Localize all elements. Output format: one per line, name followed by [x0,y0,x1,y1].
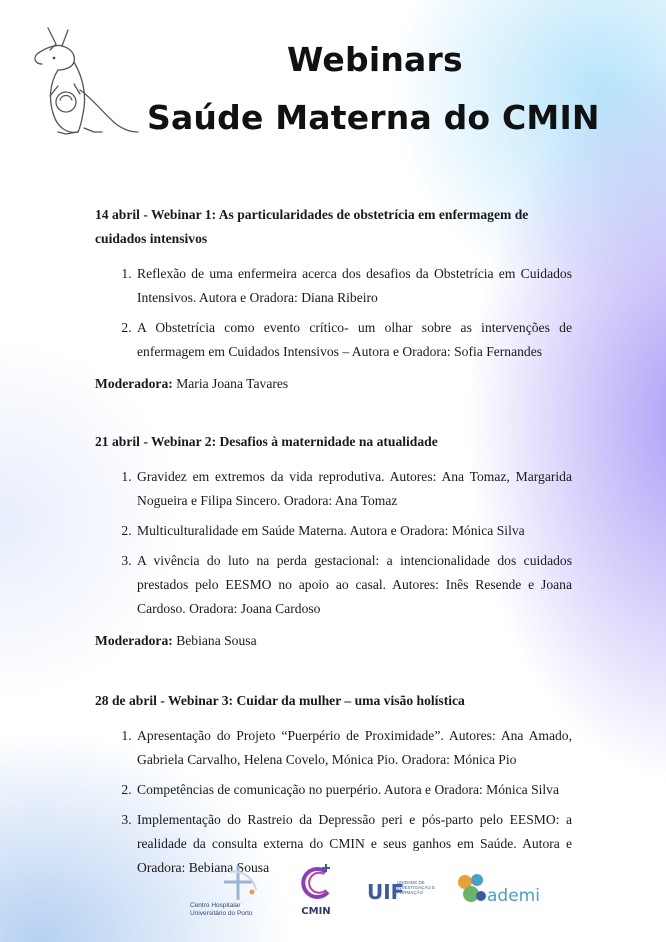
talk-item: 2. A Obstetrícia como evento crítico- um olhar sobre as intervenções de enfermagem em Cuidados Intensivos – Autora e Oradora: Sofia Fernandes [135,316,572,364]
moderator-label: Moderadora: [95,633,173,648]
moderator-name: Maria Joana Tavares [176,376,289,391]
uif-logo-text: UIF [367,880,405,904]
moderator-name: Bebiana Sousa [176,633,257,648]
page-title-line-1: Webinars [287,40,463,79]
webinar-2-title: 21 abril - Webinar 2: Desafios à maternidade na atualidade [95,434,438,449]
uif-logo-subtitle: UNIDADE DE INVESTIGAÇÃO E FORMAÇÃO [397,880,436,895]
talk-item: 2. Competências de comunicação no puerpério. Autora e Oradora: Mónica Silva [135,778,572,802]
chp-logo [190,864,282,922]
talk-item: 1. Reflexão de uma enfermeira acerca dos desafios da Obstetrícia em Cuidados Intensivos. Autora e Oradora: Diana Ribeiro [135,262,572,310]
talk-item: 2. Multiculturalidade em Saúde Materna. Autora e Oradora: Mónica Silva [135,519,572,543]
program-content [95,203,572,886]
cmin-logo [296,864,336,922]
chp-cross-icon [190,864,282,904]
ademi-logo [455,868,547,914]
webinar-1-section [95,203,572,396]
cmin-emblem-icon [296,864,336,904]
uif-logo [367,876,439,910]
webinar-3-talk-list [95,724,572,880]
webinar-3-title: 28 de abril - Webinar 3: Cuidar da mulher – uma visão holística [95,693,465,708]
page-title-line-2: Saúde Materna do CMIN [147,98,600,137]
ademi-emblem-icon [455,870,489,910]
chp-logo-text [190,902,253,918]
webinar-1-talk-list [95,262,572,364]
talk-item: 1. Apresentação do Projeto “Puerpério de Proximidade”. Autores: Ana Amado, Gabriela Carvalho, Helena Covelo, Mónica Pio. Oradora: Mónica Pio [135,724,572,772]
talk-item: 1. Gravidez em extremos da vida reprodutiva. Autores: Ana Tomaz, Margarida Nogueira e Filipa Sincero. Oradora: Ana Tomaz [135,465,572,513]
webinar-2-moderator [95,629,572,653]
cmin-logo-text: CMIN [301,906,331,917]
webinar-2-talk-list [95,465,572,621]
moderator-label: Moderadora: [95,376,173,391]
webinar-3-section [95,689,572,880]
webinar-1-title: 14 abril - Webinar 1: As particularidades de obstetrícia em enfermagem de cuidados intensivos [95,207,529,246]
talk-item: 3. A vivência do luto na perda gestacional: a intencionalidade dos cuidados prestados pelo EESMO no apoio ao casal. Autores: Inês Resende e Joana Cardoso. Oradora: Joana Cardoso [135,549,572,621]
webinar-2-section [95,430,572,653]
header [0,0,666,170]
chp-line-2: Universitário do Porto [190,910,253,917]
footer-logos [0,860,666,930]
webinar-1-moderator [95,372,572,396]
ademi-logo-text: ademi [487,886,540,906]
talk-item: 3. Implementação do Rastreio da Depressão peri e pós-parto pelo EESMO: a realidade da consulta externa do CMIN e seus ganhos em Saúde. Autora e Oradora: Bebiana Sousa [135,808,572,880]
chp-line-1: Centro Hospitalar [190,902,241,909]
kangaroo-illustration [28,20,143,145]
